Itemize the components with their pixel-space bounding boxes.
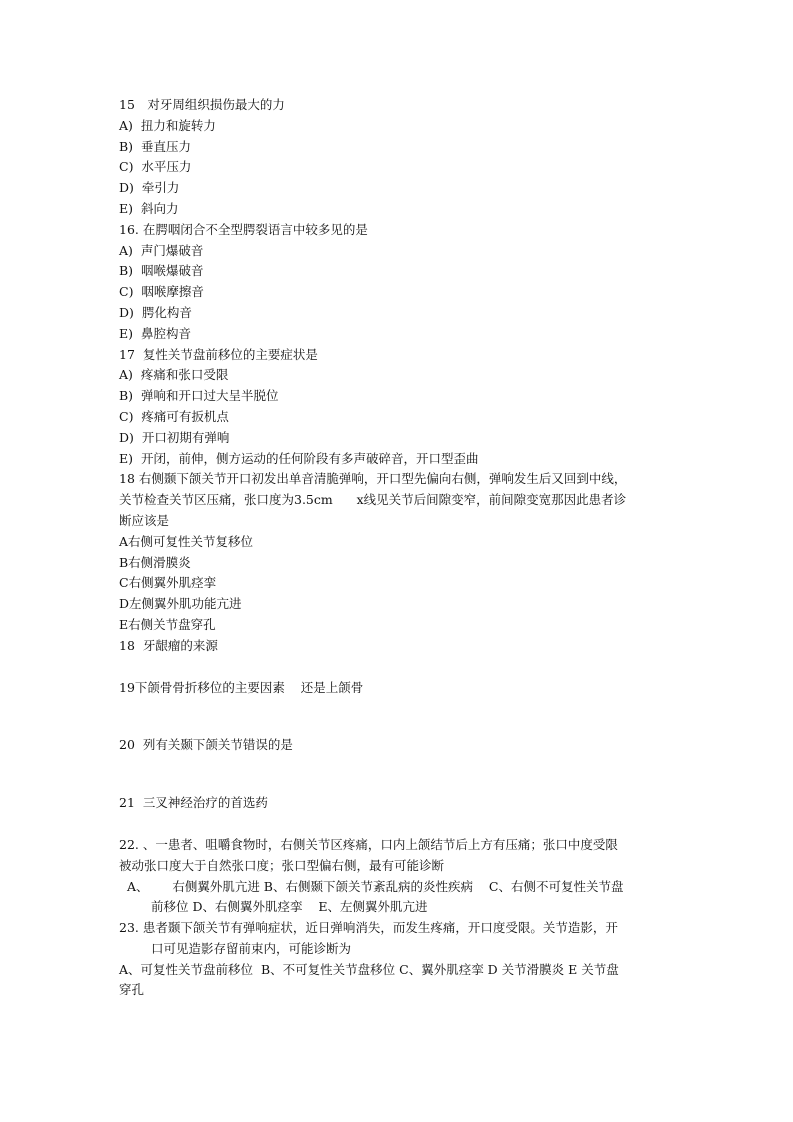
option-d: D) 开口初期有弹响 [119,429,230,445]
option-e: E右侧关节盘穿孔 [119,616,216,632]
option-e: E) 斜向力 [119,200,179,216]
question-18-stem-line-1: 18 右侧颞下颌关节开口初发出单音清脆弹响，开口型先偏向右侧，弹响发生后又回到中线， [119,471,627,487]
option-c: C右侧翼外肌痉挛 [119,575,217,591]
option-b: B) 咽喉爆破音 [119,263,204,279]
question-18-stem-line-3: 断应该是 [119,512,170,528]
option-b: B) 垂直压力 [119,138,192,154]
option-e: E) 鼻腔构音 [119,325,191,341]
question-23-stem-line-1: 23. 患者颞下颌关节有弹响症状，近日弹响消失，而发生疼痛，开口度受限。关节造影，开 [119,920,618,936]
option-b: B) 弹响和开口过大呈半脱位 [119,388,279,404]
question-19-stem: 19下颌骨骨折移位的主要因素 还是上颌骨 [119,679,364,695]
question-23-options-line-2: 穿孔 [119,982,145,998]
question-23-stem-line-2: 口可见造影存留前束内，可能诊断为 [151,940,352,956]
question-22-options-line-1: A、 右侧翼外肌亢进 B、右侧颞下颌关节紊乱病的炎性疾病 C、右侧不可复性关节盘 [119,878,624,894]
question-21-stem: 21 三叉神经治疗的首选药 [119,795,268,811]
question-22-options-line-2: 前移位 D、右侧翼外肌痉挛 E、左侧翼外肌亢进 [151,899,428,915]
question-16-stem: 16. 在腭咽闭合不全型腭裂语言中较多见的是 [119,221,368,237]
option-d: D左侧翼外肌功能亢进 [119,596,242,612]
blank-space [119,756,675,793]
blank-space [119,698,675,735]
option-c: C) 疼痛可有扳机点 [119,408,229,424]
question-18-stem-line-2: 关节检查关节区压痛，张口度为3.5cm x线见关节后间隙变窄，前间隙变宽那因此患者诊 [119,492,627,508]
option-d: D) 腭化构音 [119,304,192,320]
question-22-stem-line-1: 22. 、一患者、咀嚼食物时，右侧关节区疼痛，口内上颌结节后上方有压痛；张口中度受限 [119,836,618,852]
option-a: A) 疼痛和张口受限 [119,367,229,383]
document-body [119,95,675,1001]
question-18b-stem: 18 牙龈瘤的来源 [119,637,218,653]
option-a: A) 声门爆破音 [119,242,204,258]
question-17-stem: 17 复性关节盘前移位的主要症状是 [119,346,318,362]
option-c: C) 咽喉摩擦音 [119,284,204,300]
option-a: A) 扭力和旋转力 [119,117,216,133]
option-b: B右侧滑膜炎 [119,554,191,570]
blank-space [119,814,675,835]
question-22-stem-line-2: 被动张口度大于自然张口度；张口型偏右侧，最有可能诊断 [119,857,445,873]
option-a: A右侧可复性关节复移位 [119,533,254,549]
question-20-stem: 20 列有关颞下颌关节错误的是 [119,737,293,753]
option-e: E) 开闭，前伸，侧方运动的任何阶段有多声破碎音，开口型歪曲 [119,450,479,466]
option-c: C) 水平压力 [119,159,192,175]
question-23-options-line-1: A、可复性关节盘前移位 B、不可复性关节盘移位 C、翼外肌痉挛 D 关节滑膜炎 E 关节盘 [119,961,619,977]
blank-space [119,657,675,678]
option-d: D) 牵引力 [119,180,180,196]
question-15-stem: 15 对牙周组织损伤最大的力 [119,97,285,112]
